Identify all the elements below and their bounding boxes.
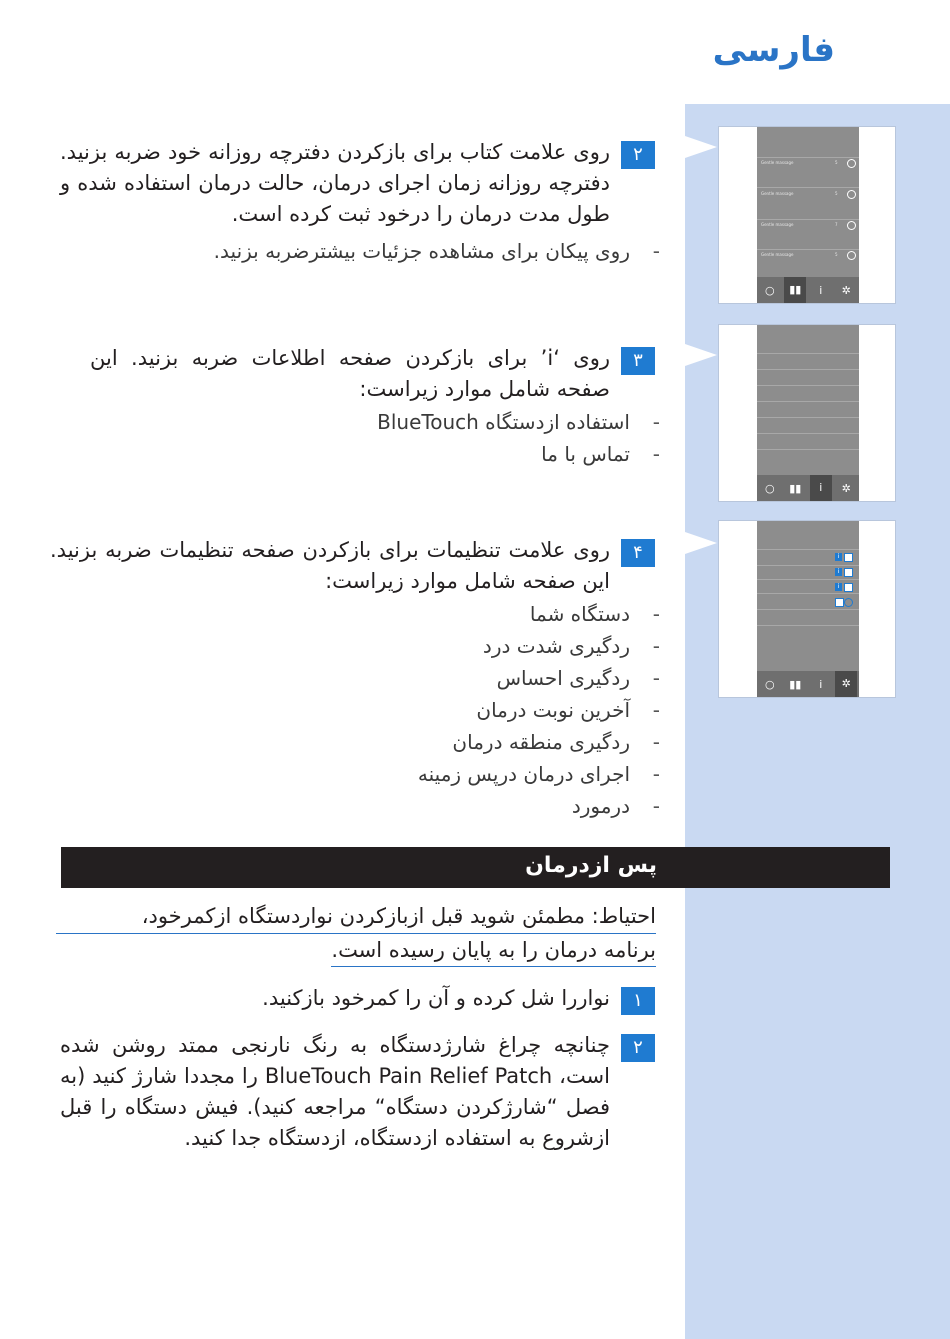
gear-icon: ✲ bbox=[841, 283, 851, 297]
after-step-1 bbox=[60, 983, 643, 1014]
book-icon: ▮▮ bbox=[789, 677, 802, 691]
step-number: ۳ bbox=[621, 347, 655, 375]
step-3 bbox=[90, 343, 643, 405]
caution-note bbox=[56, 900, 656, 967]
power-icon: ○ bbox=[764, 283, 775, 297]
arrow-circle-icon bbox=[847, 251, 856, 260]
language-title: فارسی bbox=[712, 30, 835, 70]
bullet-item: - دستگاه شما bbox=[529, 602, 660, 626]
section-header bbox=[61, 847, 890, 888]
bullet-item: - روی پیکان برای مشاهده جزئیات بیشترضربه بزنید. bbox=[213, 239, 660, 263]
phone-settings-screenshot bbox=[718, 520, 896, 698]
step-number: ۴ bbox=[621, 539, 655, 567]
power-icon: ○ bbox=[764, 677, 775, 691]
step-number: ۲ bbox=[621, 141, 655, 169]
step-2 bbox=[60, 137, 643, 230]
info-icon: i bbox=[835, 553, 842, 561]
step-number: ۱ bbox=[621, 987, 655, 1015]
step-text: روی ‘i’ برای بازکردن صفحه اطلاعات ضربه بزنید. این صفحه شامل موارد زیراست: bbox=[90, 346, 610, 401]
section-title: پس ازدرمان bbox=[525, 853, 657, 878]
app-tab-bar bbox=[757, 671, 859, 697]
bullet-item: - استفاده ازدستگاه BlueTouch bbox=[377, 410, 660, 434]
book-icon: ▮▮ bbox=[784, 277, 806, 303]
info-icon: i bbox=[819, 283, 823, 297]
book-icon: ▮▮ bbox=[789, 481, 802, 495]
arrow-circle-icon bbox=[847, 190, 856, 199]
bullet-item: - ردگیری منطقه درمان bbox=[452, 730, 660, 754]
pointer-arrow bbox=[685, 532, 717, 554]
arrow-circle-icon bbox=[847, 159, 856, 168]
bullet-item: - تماس با ما bbox=[541, 442, 660, 466]
arrow-circle-icon bbox=[847, 221, 856, 230]
step-text: نواررا شل کرده و آن را کمرخود بازکنید. bbox=[262, 986, 610, 1010]
checkbox-icon bbox=[844, 583, 853, 592]
info-icon: i bbox=[810, 475, 832, 501]
step-number: ۲ bbox=[621, 1034, 655, 1062]
info-icon: i bbox=[835, 568, 842, 576]
bullet-item: - آخرین نوبت درمان bbox=[476, 698, 660, 722]
power-icon: ○ bbox=[764, 481, 775, 495]
checkbox-icon bbox=[844, 568, 853, 577]
info-icon: i bbox=[835, 583, 842, 591]
checkbox-icon bbox=[844, 553, 853, 562]
radio-icon bbox=[844, 598, 853, 607]
app-tab-bar bbox=[757, 475, 859, 501]
gear-icon: ✲ bbox=[841, 481, 851, 495]
caution-line: برنامه درمان را به پایان رسیده است. bbox=[331, 934, 656, 967]
step-text: روی علامت کتاب برای بازکردن دفترچه روزانه خود ضربه بزنید. دفترچه روزانه زمان اجرای درمان، حالت درمان استفاده شده و طول مدت درمان را درخود ثبت کرده است. bbox=[60, 140, 610, 226]
pointer-arrow bbox=[685, 136, 717, 158]
bullet-item: - درمورد bbox=[571, 794, 660, 818]
step-4 bbox=[50, 535, 643, 597]
step-text: چنانچه چراغ شارژدستگاه به رنگ نارنجی ممتد روشن شده است، BlueTouch Pain Relief Patch را مجددا شارژ کنید (به فصل “شارژکردن دستگاه“ مراجعه کنید). فیش دستگاه را قبل ازشروع به استفاده ازدستگاه، ازدستگاه جدا کنید. bbox=[60, 1033, 610, 1150]
phone-diary-screenshot: Gentle massage 5 Gentle massage 5 Gentle massage 7 Gentle massage 5 ○ ▮▮ i ✲ bbox=[718, 126, 896, 304]
caution-line: احتیاط: مطمئن شوید قبل ازبازکردن نواردستگاه ازکمرخود، bbox=[56, 900, 656, 934]
bullet-item: - ردگیری شدت درد bbox=[482, 634, 660, 658]
step-text: روی علامت تنظیمات برای بازکردن صفحه تنظیمات ضربه بزنید. این صفحه شامل موارد زیراست: bbox=[50, 538, 610, 593]
pointer-arrow bbox=[685, 344, 717, 366]
phone-info-screenshot bbox=[718, 324, 896, 502]
app-tab-bar bbox=[757, 277, 859, 303]
info-icon: i bbox=[819, 677, 823, 691]
checkbox-icon bbox=[835, 598, 844, 607]
after-step-2 bbox=[60, 1030, 643, 1154]
bullet-item: - ردگیری احساس bbox=[496, 666, 660, 690]
bullet-item: - اجرای درمان درپس زمینه bbox=[417, 762, 660, 786]
gear-icon: ✲ bbox=[835, 671, 857, 697]
